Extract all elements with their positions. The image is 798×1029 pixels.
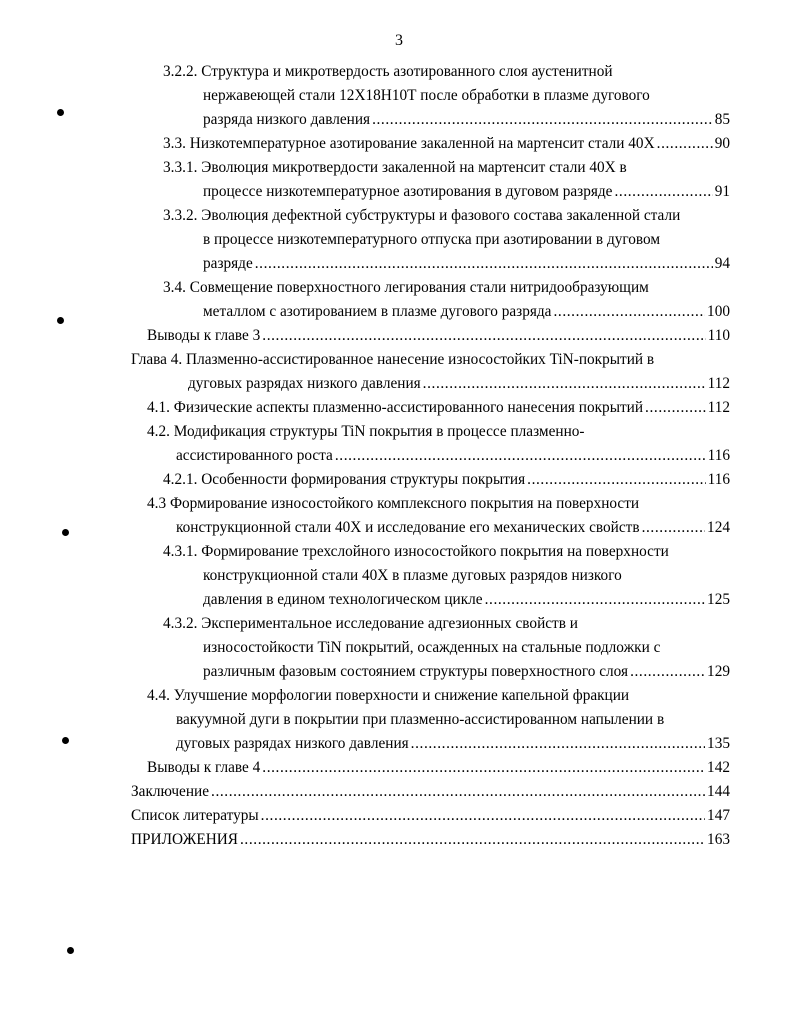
toc-entry-title: 4.2.1. Особенности формирования структуры покрытия xyxy=(163,471,526,488)
toc-entry-3-3[interactable] xyxy=(163,134,730,154)
toc-entry-title: процессе низкотемпературное азотирования в дуговом разряде xyxy=(203,183,613,200)
toc-entry-4-3-1[interactable] xyxy=(203,590,730,610)
toc-entry-title: ассистированного роста xyxy=(176,447,333,464)
leader-dots xyxy=(630,662,705,682)
toc-entry-4-3-2-line-1: 4.3.2. Экспериментальное исследование адгезионных свойств и xyxy=(163,615,578,632)
toc-page-number: 163 xyxy=(707,831,730,848)
toc-page-number: 125 xyxy=(707,591,730,608)
toc-entry-4-3-1-line-1: 4.3.1. Формирование трехслойного износостойкого покрытия на поверхности xyxy=(163,543,669,560)
toc-entry-3-2-2-line-1: 3.2.2. Структура и микротвердость азотированного слоя аустенитной xyxy=(163,63,613,80)
toc-entry-3-3-2-line-1: 3.3.2. Эволюция дефектной субструктуры и фазового состава закаленной стали xyxy=(163,207,681,224)
toc-entry-title: металлом с азотированием в плазме дугового разряда xyxy=(203,303,552,320)
toc-entry-4-3-2-line-2: износостойкости TiN покрытий, осажденных на стальные подложки с xyxy=(203,639,661,656)
leader-dots xyxy=(657,134,713,154)
toc-entry-3-3-1[interactable] xyxy=(203,182,730,202)
toc-entry-4-1[interactable] xyxy=(147,398,730,418)
margin-dot xyxy=(62,529,69,536)
toc-page-number: 144 xyxy=(707,783,730,800)
toc-entry-title: дуговых разрядах низкого давления xyxy=(176,735,409,752)
leader-dots xyxy=(411,734,705,754)
toc-entry-appendices[interactable] xyxy=(131,830,730,850)
toc-entry-4-3-1-line-2: конструкционной стали 40Х в плазме дуговых разрядов низкого xyxy=(203,567,622,584)
leader-dots xyxy=(372,110,713,130)
toc-entry-3-4-line-1: 3.4. Совмещение поверхностного легирования стали нитридообразующим xyxy=(163,279,649,296)
toc-entry-title: давления в едином технологическом цикле xyxy=(203,591,483,608)
toc-entry-4-3-2[interactable] xyxy=(203,662,730,682)
toc-entry-title: ПРИЛОЖЕНИЯ xyxy=(131,831,238,848)
toc-entry-title: Заключение xyxy=(131,783,210,800)
leader-dots xyxy=(211,782,705,802)
toc-entry-references[interactable] xyxy=(131,806,730,826)
toc-page-number: 110 xyxy=(707,327,730,344)
leader-dots xyxy=(645,398,706,418)
toc-page-number: 112 xyxy=(707,375,730,392)
toc-page-number: 124 xyxy=(707,519,730,536)
toc-entry-3-2-2-line-2: нержавеющей стали 12Х18Н10Т после обработки в плазме дугового xyxy=(203,87,650,104)
leader-dots xyxy=(553,302,705,322)
margin-dot xyxy=(62,737,69,744)
toc-entry-4-2-line-1: 4.2. Модификация структуры TiN покрытия в процессе плазменно- xyxy=(147,423,585,440)
toc-entry-conclusion[interactable] xyxy=(131,782,730,802)
page-number: 3 xyxy=(395,32,403,49)
toc-entry-title: 3.3. Низкотемпературное азотирование закаленной на мартенсит стали 40Х xyxy=(163,135,655,152)
toc-page-number: 90 xyxy=(714,135,730,152)
toc-page-number: 100 xyxy=(707,303,730,320)
toc-entry-title: Выводы к главе 3 xyxy=(147,327,261,344)
toc-entry-4-4[interactable] xyxy=(176,734,730,754)
leader-dots xyxy=(262,758,705,778)
toc-entry-3-3-2-line-2: в процессе низкотемпературного отпуска при азотировании в дуговом xyxy=(203,231,661,248)
toc-entry-4-2[interactable] xyxy=(176,446,730,466)
toc-page-number: 116 xyxy=(707,471,730,488)
margin-dot xyxy=(67,947,74,954)
leader-dots xyxy=(261,806,705,826)
toc-entry-4-4-line-1: 4.4. Улучшение морфологии поверхности и снижение капельной фракции xyxy=(147,687,630,704)
leader-dots xyxy=(642,518,705,538)
leader-dots xyxy=(240,830,705,850)
toc-entry-title: разряда низкого давления xyxy=(203,111,371,128)
toc-entry-title: дуговых разрядах низкого давления xyxy=(188,375,421,392)
leader-dots xyxy=(614,182,712,202)
toc-entry-title: конструкционной стали 40Х и исследование его механических свойств xyxy=(176,519,640,536)
toc-entry-4-2-1[interactable] xyxy=(163,470,730,490)
leader-dots xyxy=(255,254,713,274)
toc-page-number: 112 xyxy=(707,399,730,416)
toc-entry-title: Выводы к главе 4 xyxy=(147,759,261,776)
toc-page-number: 147 xyxy=(707,807,730,824)
leader-dots xyxy=(335,446,706,466)
toc-page-number: 135 xyxy=(707,735,730,752)
toc-entry-4-4-line-2: вакуумной дуги в покрытии при плазменно-ассистированном напылении в xyxy=(176,711,665,728)
toc-page-number: 116 xyxy=(707,447,730,464)
toc-chapter-4-line-1: Глава 4. Плазменно-ассистированное нанесение износостойких TiN-покрытий в xyxy=(131,351,655,368)
leader-dots xyxy=(485,590,705,610)
toc-entry-3-3-1-line-1: 3.3.1. Эволюция микротвердости закаленной на мартенсит стали 40Х в xyxy=(163,159,627,176)
toc-page-number: 85 xyxy=(714,111,730,128)
toc-entry-title: Список литературы xyxy=(131,807,259,824)
margin-dot xyxy=(57,317,64,324)
leader-dots xyxy=(423,374,706,394)
leader-dots xyxy=(527,470,705,490)
toc-entry-4-3[interactable] xyxy=(176,518,730,538)
toc-page-number: 129 xyxy=(707,663,730,680)
toc-page-number: 94 xyxy=(714,255,730,272)
toc-entry-conclusions-ch3[interactable] xyxy=(147,326,730,346)
margin-dot xyxy=(57,109,64,116)
toc-entry-title: различным фазовым состоянием структуры поверхностного слоя xyxy=(203,663,629,680)
toc-entry-title: 4.1. Физические аспекты плазменно-ассистированного нанесения покрытий xyxy=(147,399,644,416)
toc-entry-3-4[interactable] xyxy=(203,302,730,322)
toc-page-number: 142 xyxy=(707,759,730,776)
toc-entry-title: разряде xyxy=(203,255,253,272)
leader-dots xyxy=(262,326,705,346)
toc-entry-3-2-2[interactable] xyxy=(203,110,730,130)
toc-page-number: 91 xyxy=(714,183,730,200)
toc-entry-conclusions-ch4[interactable] xyxy=(147,758,730,778)
toc-entry-4-3-line-1: 4.3 Формирование износостойкого комплексного покрытия на поверхности xyxy=(147,495,640,512)
toc-chapter-4[interactable] xyxy=(188,374,730,394)
toc-entry-3-3-2[interactable] xyxy=(203,254,730,274)
